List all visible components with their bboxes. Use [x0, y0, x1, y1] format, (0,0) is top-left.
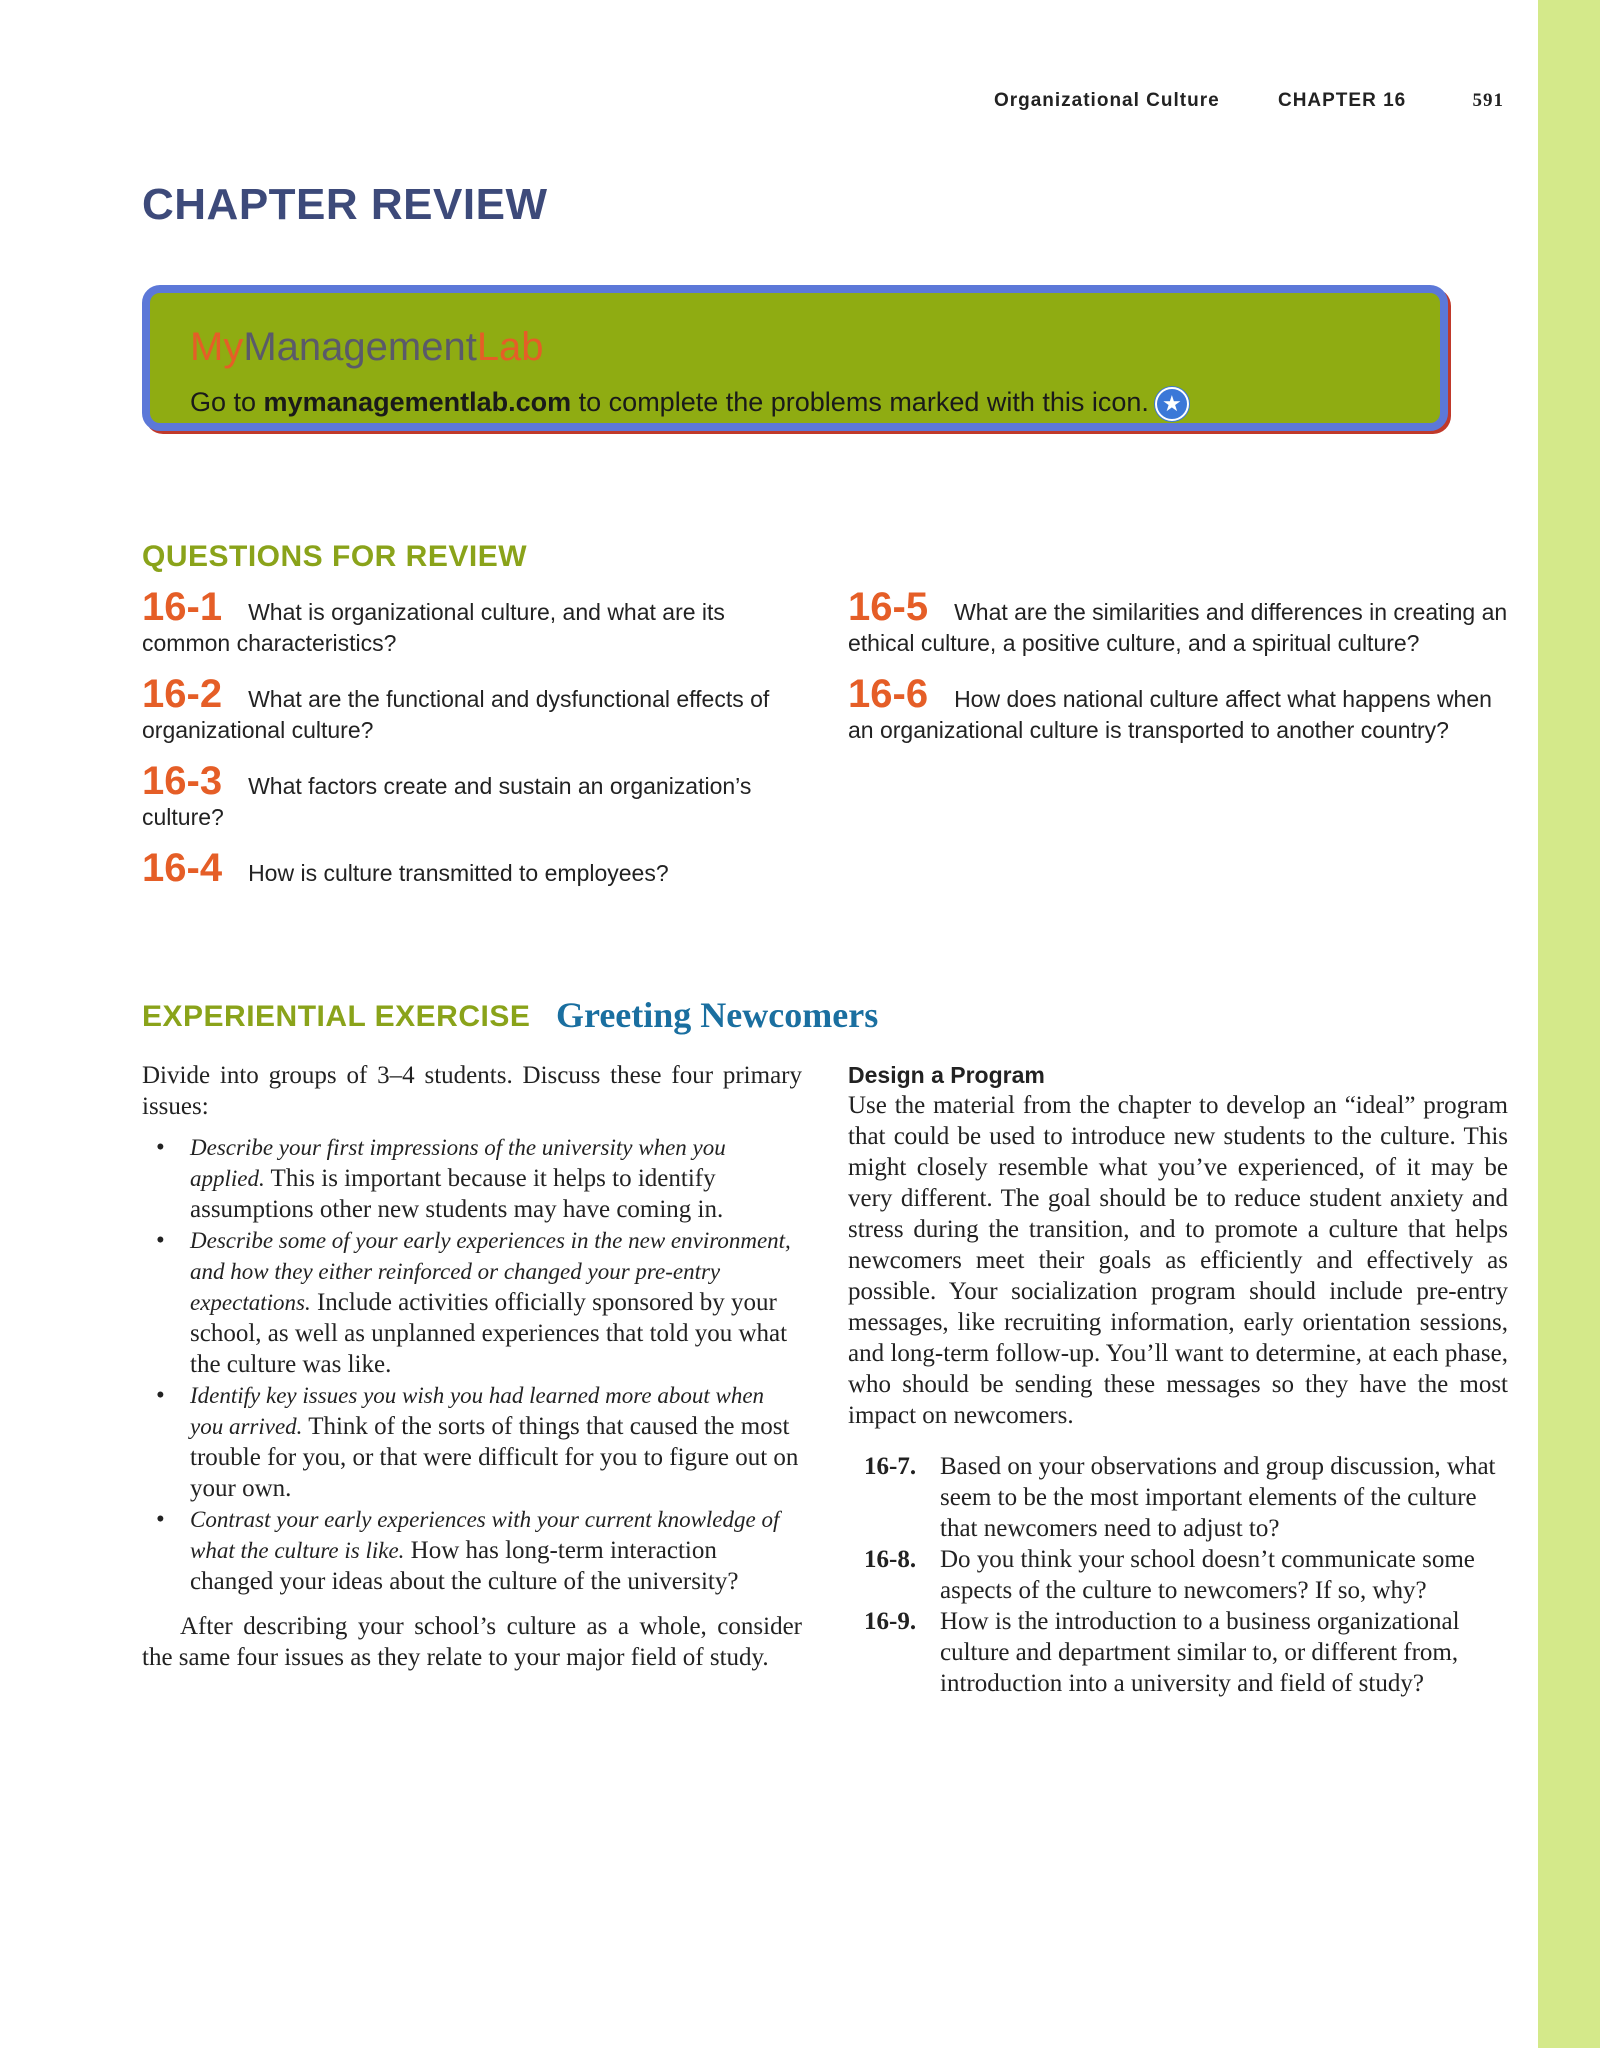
question-text: What is organizational culture, and what are its common characteristics?	[142, 599, 725, 656]
side-color-bar	[1538, 0, 1600, 2048]
logo-management: Management	[243, 325, 477, 369]
list-item	[190, 1380, 802, 1504]
exercise-intro: Divide into groups of 3–4 students. Discuss these four primary issues:	[142, 1062, 802, 1120]
question-text: How is culture transmitted to employees?	[248, 860, 669, 886]
logo-lab: Lab	[476, 325, 544, 369]
questions-heading: QUESTIONS FOR REVIEW	[142, 540, 528, 573]
item-number: 16-9.	[864, 1608, 917, 1635]
banner-text-after: to complete the problems marked with this icon.	[571, 387, 1149, 418]
bullet-italic: Describe your first impressions of the university when you applied.	[190, 1135, 726, 1191]
bullet-italic: Contrast your early experiences with your current knowledge of what the culture is like.	[190, 1507, 780, 1563]
design-program-text: Use the material from the chapter to develop an “ideal” program that could be used to introduce new students to the culture. This might closely resemble what you’ve experienced, of it may be very different. The goal should be to reduce student anxiety and stress during the transition, and to promote a culture that helps newcomers meet their goals as efficiently and effectively as possible. Your socialization program should include pre-entry messages, like recruiting information, early orientation sessions, and long-term follow-up. You’ll want to determine, at each phase, who should be sending these messages so they have the most impact on newcomers.	[848, 1092, 1508, 1429]
running-head-chapter: CHAPTER 16	[1277, 90, 1407, 111]
questions-left-column	[142, 585, 812, 909]
bullet-text: Include activities officially sponsored by your school, as well as unplanned experiences that told you what the culture was like.	[190, 1289, 788, 1378]
exercise-heading: EXPERIENTIAL EXERCISE	[142, 1000, 531, 1033]
bullet-text: This is important because it helps to identify assumptions other new students may have coming in.	[190, 1165, 724, 1223]
question-item	[142, 846, 812, 890]
list-item	[190, 1504, 802, 1597]
question-number: 16-3	[142, 759, 223, 803]
list-item	[190, 1132, 802, 1225]
mymanagementlab-logo	[190, 325, 544, 370]
item-number: 16-7.	[864, 1453, 917, 1480]
list-item	[864, 1451, 1508, 1544]
bullet-text: How has long-term interaction changed your ideas about the culture of the university?	[190, 1537, 739, 1595]
mymanagementlab-banner	[142, 285, 1448, 431]
exercise-right-column	[848, 1060, 1508, 1699]
chapter-title: CHAPTER REVIEW	[142, 180, 548, 229]
exercise-bullet-list	[142, 1132, 802, 1597]
banner-text-before: Go to	[190, 387, 264, 418]
list-item	[864, 1544, 1508, 1606]
question-text: What are the functional and dysfunctional effects of organizational culture?	[142, 686, 770, 743]
question-item	[142, 585, 812, 659]
item-text: How is the introduction to a business organizational culture and department similar to, or different from, introduction into a university and field of study?	[940, 1608, 1460, 1697]
question-item	[142, 759, 812, 833]
logo-my: My	[190, 325, 244, 369]
banner-url-link[interactable]: mymanagementlab.com	[263, 387, 572, 418]
question-text: What factors create and sustain an organization’s culture?	[142, 773, 752, 830]
item-text: Do you think your school doesn’t communicate some aspects of the culture to newcomers? If so, why?	[940, 1546, 1475, 1604]
question-item	[848, 585, 1508, 659]
star-icon: ★	[1155, 387, 1189, 421]
item-text: Based on your observations and group discussion, what seem to be the most important elements of the culture that newcomers need to adjust to?	[940, 1453, 1496, 1542]
banner-text	[190, 387, 1189, 421]
question-number: 16-6	[848, 672, 929, 716]
question-number: 16-5	[848, 585, 929, 629]
list-item	[864, 1606, 1508, 1699]
question-text: How does national culture affect what happens when an organizational culture is transported to another country?	[848, 686, 1492, 743]
exercise-numbered-list	[848, 1451, 1508, 1699]
running-head	[994, 90, 1504, 112]
bullet-italic: Identify key issues you wish you had learned more about when you arrived.	[190, 1383, 765, 1439]
question-number: 16-4	[142, 846, 223, 890]
question-text: What are the similarities and differences in creating an ethical culture, a positive culture, and a spiritual culture?	[848, 599, 1508, 656]
question-number: 16-2	[142, 672, 223, 716]
page-number: 591	[1472, 90, 1504, 111]
exercise-closing: After describing your school’s culture as a whole, consider the same four issues as they relate to your major field of study.	[142, 1613, 802, 1671]
exercise-title: Greeting Newcomers	[556, 995, 879, 1035]
question-number: 16-1	[142, 585, 223, 629]
question-item	[142, 672, 812, 746]
questions-right-column	[848, 585, 1508, 766]
running-head-section: Organizational Culture	[993, 90, 1220, 111]
bullet-italic: Describe some of your early experiences in the new environment, and how they either reinforced or changed your pre-entry expectations.	[190, 1228, 791, 1315]
bullet-text: Think of the sorts of things that caused the most trouble for you, or that were difficult for you to figure out on your own.	[190, 1413, 799, 1502]
design-program-heading: Design a Program	[848, 1062, 1045, 1088]
exercise-left-column	[142, 1060, 802, 1673]
item-number: 16-8.	[864, 1546, 917, 1573]
list-item	[190, 1225, 802, 1380]
question-item	[848, 672, 1508, 746]
